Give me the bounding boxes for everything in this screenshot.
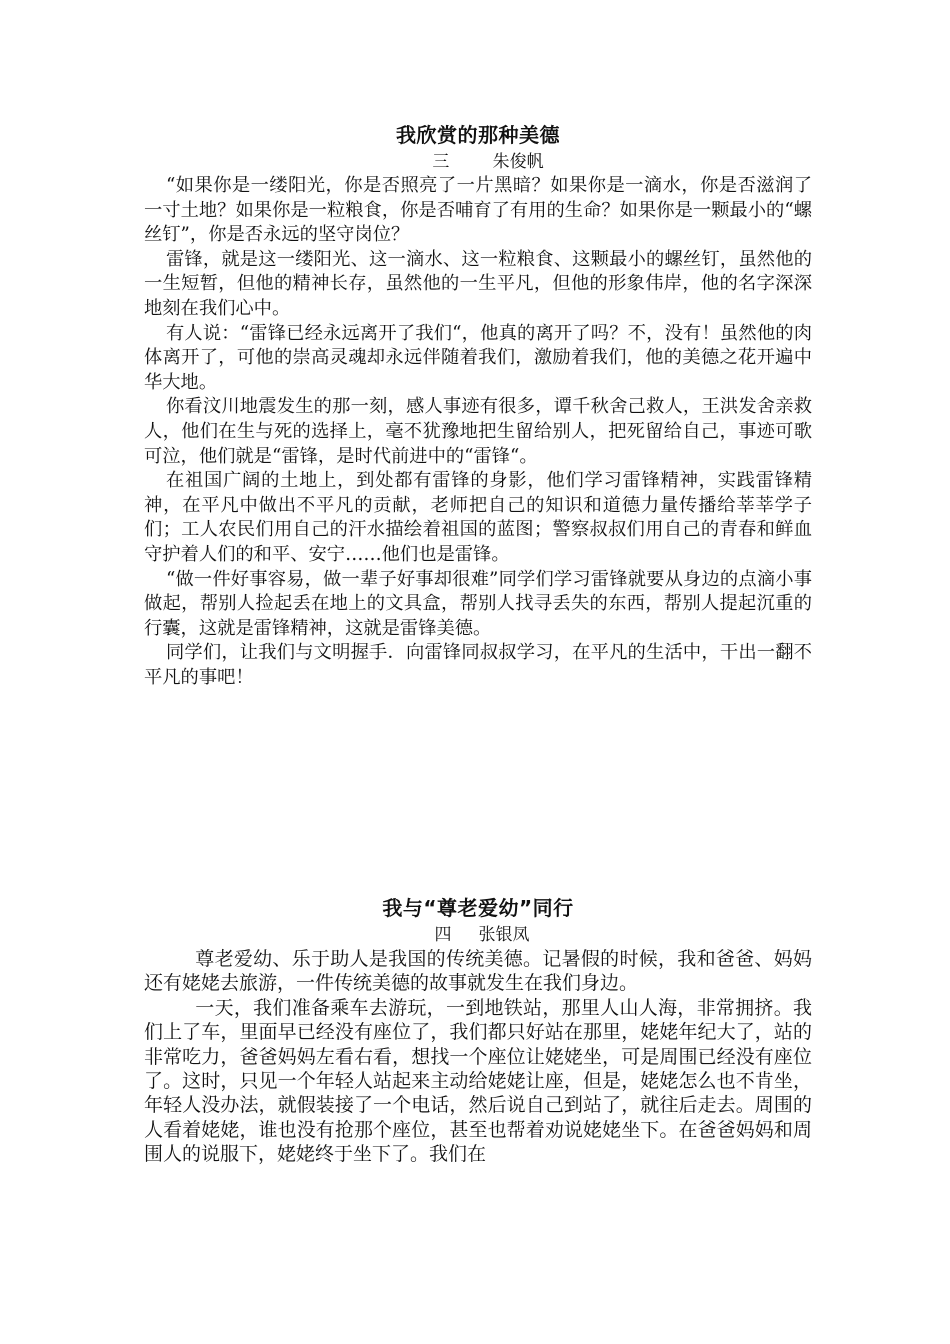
essay-byline: 四 张银凤 (434, 925, 530, 945)
essay-title: 我与“尊老爱幼”同行 (382, 896, 574, 920)
essay-leifeng (144, 120, 812, 690)
paragraph: 你看汶川地震发生的那一刻，感人事迹有很多，谭千秋舍己救人，王洪发舍亲救人，他们在生与死的选择上，毫不犹豫地把生留给别人，把死留给自己，事迹可歌可泣，他们就是“雷锋，是时代前进中的“雷锋“。 (144, 396, 812, 467)
paragraph: “如果你是一缕阳光，你是否照亮了一片黑暗？如果你是一滴水，你是否滋润了一寸土地？如果你是一粒粮食，你是否哺育了有用的生命？如果你是一颗最小的“螺丝钉”，你是否永远的坚守岗位？ (144, 175, 812, 246)
essay-respect-elders (144, 893, 812, 1167)
paragraph: “做一件好事容易，做一辈子好事却很难”同学们学习雷锋就要从身边的点滴小事做起，帮别人捡起丢在地上的文具盒，帮别人找寻丢失的东西，帮别人提起沉重的行囊，这就是雷锋精神，这就是雷锋美德。 (144, 568, 812, 639)
paragraph: 一天，我们准备乘车去游玩，一到地铁站，那里人山人海，非常拥挤。我们上了车，里面早已经没有座位了，我们都只好站在那里，姥姥年纪大了，站的非常吃力，爸爸妈妈左看右看，想找一个座位让姥姥坐，可是周围已经没有座位了。这时，只见一个年轻人站起来主动给姥姥让座，但是，姥姥怎么也不肯坐，年轻人没办法，就假装接了一个电话，然后说自己到站了，就往后走去。周围的人看着姥姥，谁也没有抢那个座位，甚至也帮着劝说姥姥坐下。在爸爸妈妈和周围人的说服下，姥姥终于坐下了。我们在 (144, 996, 812, 1166)
paragraph: 同学们，让我们与文明握手．向雷锋同叔叔学习，在平凡的生活中，干出一翻不平凡的事吧！ (144, 642, 812, 688)
paragraph: 尊老爱幼、乐于助人是我国的传统美德。记暑假的时候，我和爸爸、妈妈还有姥姥去旅游，一件传统美德的故事就发生在我们身边。 (144, 948, 812, 995)
paragraph: 有人说：“雷锋已经永远离开了我们“，他真的离开了吗？不，没有！虽然他的肉体离开了，可他的崇高灵魂却永远伴随着我们，激励着我们，他的美德之花开遍中华大地。 (144, 322, 812, 393)
essay-byline: 三 朱俊帆 (432, 152, 544, 172)
essay-title: 我欣赏的那种美德 (396, 123, 560, 147)
paragraph: 在祖国广阔的土地上，到处都有雷锋的身影，他们学习雷锋精神，实践雷锋精神，在平凡中做出不平凡的贡献，老师把自己的知识和道德力量传播给莘莘学子们；工人农民们用自己的汗水描绘着祖国的蓝图；警察叔叔们用自己的青春和鲜血守护着人们的和平、安宁……他们也是雷锋。 (144, 470, 812, 565)
paragraph: 雷锋，就是这一缕阳光、这一滴水、这一粒粮食、这颗最小的螺丝钉，虽然他的一生短暂，但他的精神长存，虽然他的一生平凡，但他的形象伟岸，他的名字深深地刻在我们心中。 (144, 248, 812, 319)
